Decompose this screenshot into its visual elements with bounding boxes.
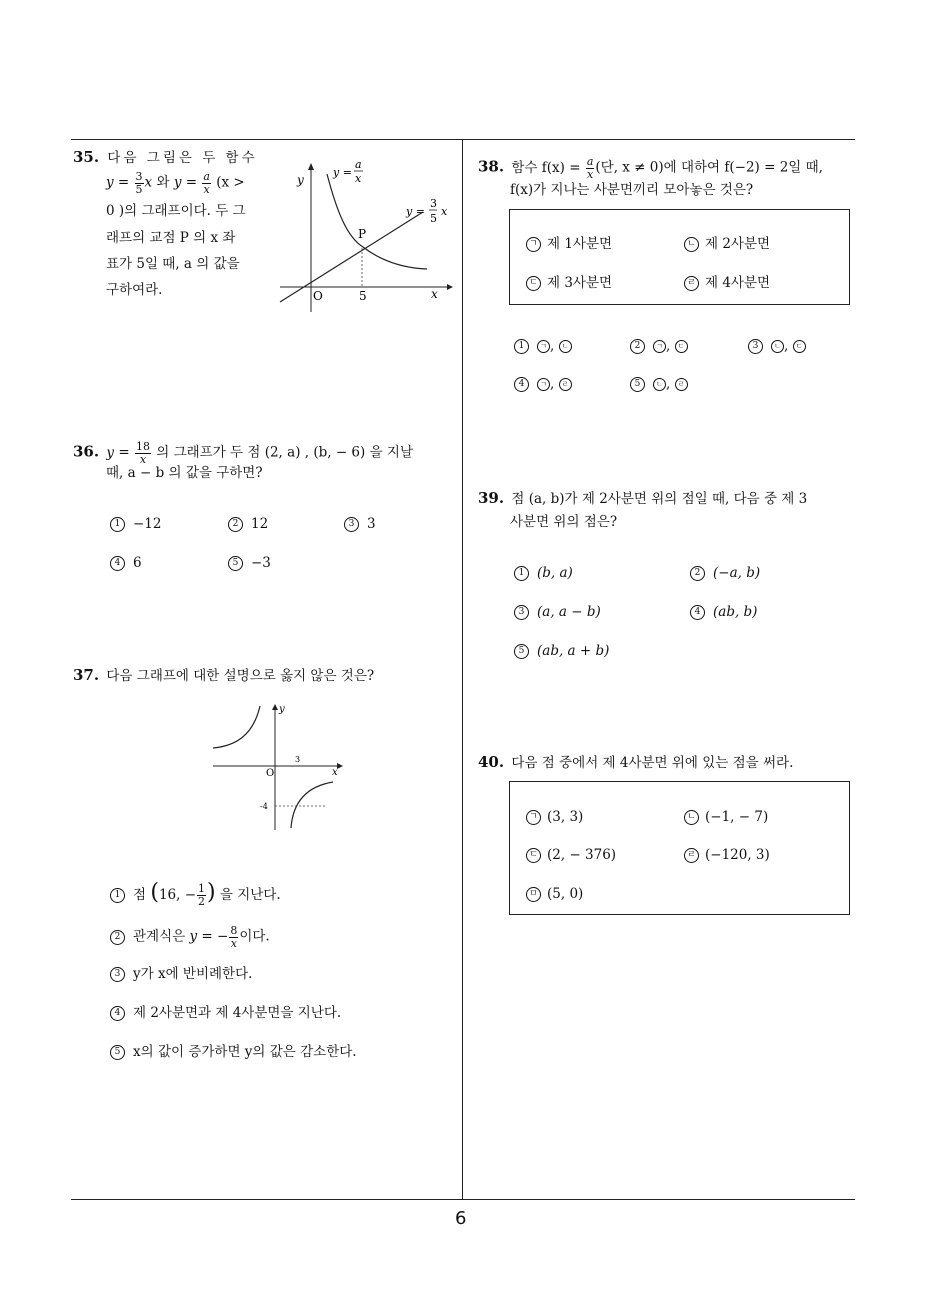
question-text: 다음 점 중에서 제 4사분면 위에 있는 점을 써라. [511,755,794,771]
graph-35 [275,152,455,317]
question-text: 표가 5일 때, a 의 값을 [106,256,240,272]
y-axis-label: y [279,704,285,715]
question-number: 38. [478,157,505,176]
choice-3[interactable]: 3 y가 x에 반비례한다. [110,967,252,982]
box-item: ㄴ 제 2사분면 [684,237,770,252]
curve-label-num: a [355,158,362,171]
choice-1[interactable]: 1 (b, a) [514,566,573,581]
question-number: 39. [478,489,505,507]
question-text: 점 (a, b)가 제 2사분면 위의 점일 때, 다음 중 제 3 [511,491,808,507]
choice-2[interactable]: 2 12 [228,517,268,532]
question-text: 래프의 교점 P 의 x 좌 [106,230,236,246]
top-rule [71,139,855,140]
origin-label: O [266,768,275,779]
question-text: (단, x ≠ 0)에 대하여 f(−2) = 2일 때, [595,159,823,176]
question-number: 40. [478,753,505,771]
curve-quadrant-2 [213,706,260,748]
choice-4[interactable]: 4 제 2사분면과 제 4사분면을 지난다. [110,1006,341,1021]
choice-4[interactable]: 4 (ab, b) [690,605,757,620]
curve-graph [327,174,427,269]
question-text: 다음 그림은 두 함수 [107,150,258,166]
question-text: 의 그래프가 두 점 (2, a) , (b, − 6) 을 지날 [156,444,413,461]
box-item: ㅁ (5, 0) [526,887,583,902]
question-text: 와 [156,174,170,191]
question-text: 0 )의 그래프이다. 두 그 [106,203,246,219]
y-axis-label: y [297,173,304,187]
choice-4[interactable]: 4 6 [110,556,142,571]
box-item: ㄱ 제 1사분면 [526,237,612,252]
choice-1[interactable]: 1 ㄱ , ㄴ [514,339,572,354]
line-label: y = [406,205,425,218]
x-axis-label: x [431,287,438,301]
curve-label: y = [333,166,352,179]
fraction: $\frac{a}{x}$ [203,170,210,196]
box-item: ㄷ (2, − 376) [526,848,616,863]
choice-5[interactable]: 5 ㄴ , ㄹ [630,377,688,392]
choice-4[interactable]: 4 ㄱ , ㄹ [514,377,572,392]
fraction: $\frac{a}{x}$ [586,155,594,181]
question-text: (x > [216,174,245,191]
question-number: 36. [73,442,100,461]
line-label-den: 5 [430,212,437,225]
question-text: 구하여라. [106,282,163,298]
tick-x-label: 3 [295,755,301,764]
question-number: 37. [73,666,100,684]
choice-1[interactable]: 1 점 (16, − $\frac{1}{2}$ ) 을 지난다. [110,882,281,908]
line-label-x: x [441,205,448,218]
question-text: 사분면 위의 점은? [510,514,618,530]
x-axis-label: x [332,767,338,778]
point-p-label: P [358,227,367,241]
choice-5[interactable]: 5 x의 값이 증가하면 y의 값은 감소한다. [110,1045,357,1060]
column-divider [462,139,463,1200]
choice-2[interactable]: 2 ㄱ , ㄷ [630,339,688,354]
tick-y-label: -4 [260,802,268,811]
choice-1[interactable]: 1 −12 [110,517,162,532]
question-text: 함수 f(x) = [511,159,581,176]
graph-37 [205,700,350,835]
page-number: 6 [455,1208,467,1229]
choice-5[interactable]: 5 (ab, a + b) [514,644,609,659]
choice-2[interactable]: 2 (−a, b) [690,566,760,581]
origin-label: O [313,289,323,303]
fraction: $\frac{18}{x}$ [135,440,150,466]
line-graph [280,212,423,302]
question-text: f(x)가 지나는 사분면끼리 모아놓은 것은? [510,182,754,198]
curve-quadrant-4 [291,782,333,828]
box-item: ㄹ (−120, 3) [684,848,770,863]
tick-label: 5 [359,289,367,303]
bottom-rule [71,1199,855,1200]
fraction: $\frac{1}{2}$ [198,882,206,908]
fraction: $\frac{3}{5}$ [135,170,143,196]
box-item: ㄱ (3, 3) [526,810,583,825]
choice-3[interactable]: 3 (a, a − b) [514,605,601,620]
question-text: 다음 그래프에 대한 설명으로 옳지 않은 것은? [106,668,375,684]
y-axis-arrow [308,163,314,170]
curve-label-den: x [355,172,362,185]
box-item: ㄷ 제 3사분면 [526,276,612,291]
choice-2[interactable]: 2 관계식은 y = − $\frac{8}{x}$ 이다. [110,925,270,949]
box-item: ㄴ (−1, − 7) [684,810,768,825]
choice-5[interactable]: 5 −3 [228,556,271,571]
fraction: $\frac{8}{x}$ [230,924,238,950]
line-label-num: 3 [430,197,437,210]
question-number: 35. [73,148,100,166]
choice-3[interactable]: 3 ㄴ , ㄷ [748,339,806,354]
question-text: 때, a − b 의 값을 구하면? [106,465,263,481]
choice-3[interactable]: 3 3 [344,517,376,532]
x-axis-arrow [447,284,453,290]
box-item: ㄹ 제 4사분면 [684,276,770,291]
